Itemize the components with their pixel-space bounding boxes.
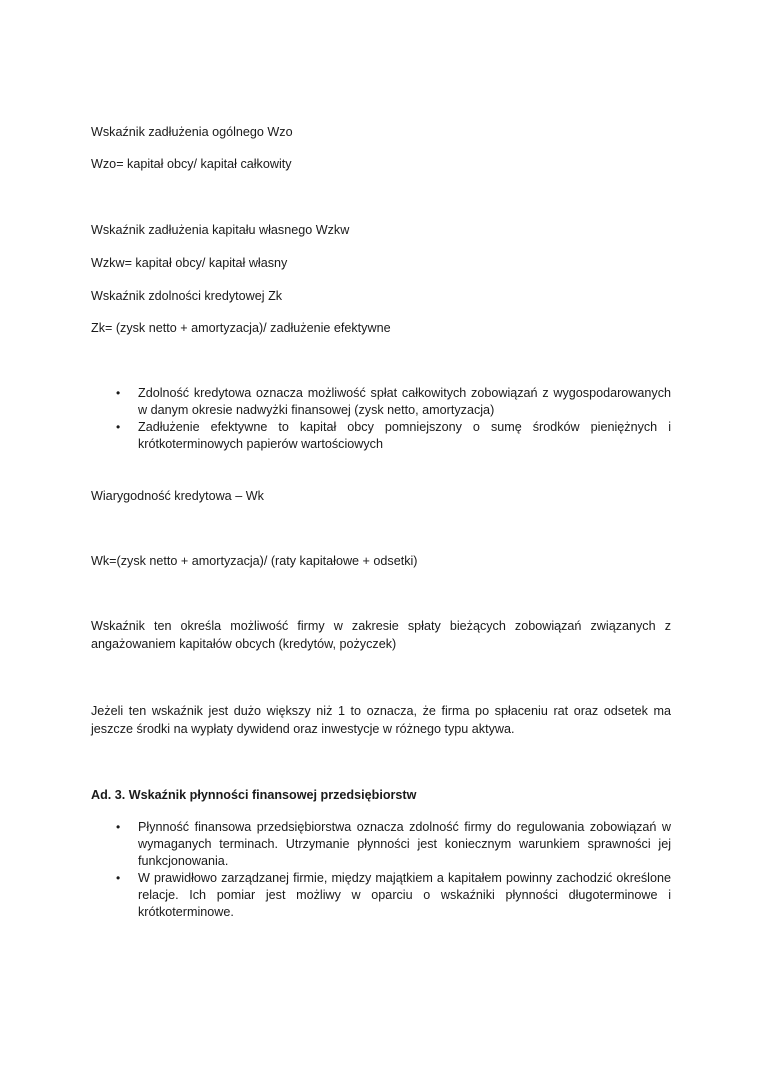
bullet-text: Płynność finansowa przedsiębiorstwa oznacza zdolność firmy do regulowania zobowiązań w wymaganych terminach. Utrzymanie płynności jest koniecznym warunkiem sprawności jej funkcjonowania.: [138, 820, 671, 868]
wzo-formula: Wzo= kapitał obcy/ kapitał całkowity: [91, 157, 292, 171]
wk-formula: Wk=(zysk netto + amortyzacja)/ (raty kapitałowe + odsetki): [91, 554, 418, 568]
wzo-title: Wskaźnik zadłużenia ogólnego Wzo: [91, 125, 293, 139]
list-item: [91, 819, 671, 870]
wzkw-title: Wskaźnik zadłużenia kapitału własnego Wzkw: [91, 223, 350, 237]
bullet-icon: •: [116, 820, 121, 834]
wk-title: Wiarygodność kredytowa – Wk: [91, 489, 264, 503]
list-item: [91, 870, 671, 921]
bullet-icon: •: [116, 420, 121, 434]
wzkw-formula: Wzkw= kapitał obcy/ kapitał własny: [91, 256, 288, 270]
zk-formula: Zk= (zysk netto + amortyzacja)/ zadłużenie efektywne: [91, 321, 391, 335]
section-3-heading: Ad. 3. Wskaźnik płynności finansowej przedsiębiorstw: [91, 788, 417, 802]
list-item: [91, 385, 671, 419]
bullet-icon: •: [116, 871, 121, 885]
bullet-text: W prawidłowo zarządzanej firmie, między majątkiem a kapitałem powinny zachodzić określone relacje. Ich pomiar jest możliwy w oparciu o wskaźniki płynności długoterminowe i krótkoterminowe.: [138, 871, 671, 919]
zk-bullet-list: [91, 385, 671, 453]
section-3-bullet-list: [91, 819, 671, 921]
bullet-icon: •: [116, 386, 121, 400]
list-item: [91, 419, 671, 453]
wk-paragraph-1: Wskaźnik ten określa możliwość firmy w zakresie spłaty bieżących zobowiązań związanych z angażowaniem kapitałów obcych (kredytów, pożyczek): [91, 619, 671, 651]
zk-title: Wskaźnik zdolności kredytowej Zk: [91, 289, 283, 303]
bullet-text: Zadłużenie efektywne to kapitał obcy pomniejszony o sumę środków pieniężnych i krótkoterminowych papierów wartościowych: [138, 420, 671, 451]
wk-paragraph-2: Jeżeli ten wskaźnik jest dużo większy niż 1 to oznacza, że firma po spłaceniu rat oraz odsetek ma jeszcze środki na wypłaty dywidend oraz inwestycje w różnego typu aktywa.: [91, 704, 671, 736]
bullet-text: Zdolność kredytowa oznacza możliwość spłat całkowitych zobowiązań z wygospodarowanych w danym okresie nadwyżki finansowej (zysk netto, amortyzacja): [138, 386, 671, 417]
